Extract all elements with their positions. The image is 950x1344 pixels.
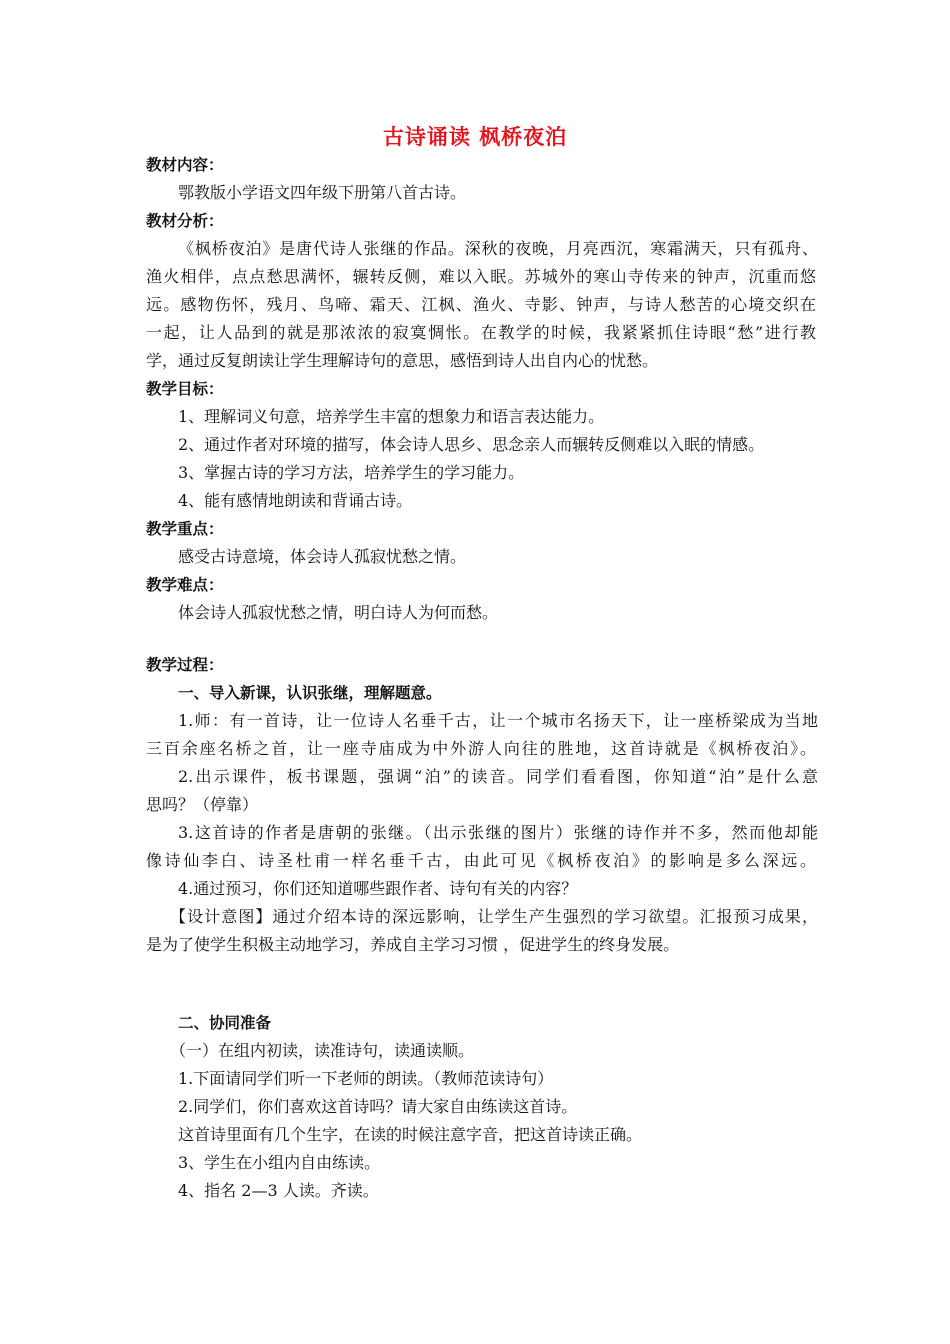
list-item: 1、理解词义句意，培养学生丰富的想象力和语言表达能力。 <box>178 407 605 426</box>
section-heading-goals: 教学目标： <box>146 380 224 398</box>
section-heading-process: 教学过程： <box>146 656 224 674</box>
paragraph-line: 1.师：有一首诗，让一位诗人名垂千古，让一个城市名扬天下，让一座桥梁成为当地 <box>178 711 818 730</box>
paragraph-line: 体会诗人孤寂忧愁之情，明白诗人为何而愁。 <box>178 603 499 622</box>
paragraph-line: 《枫桥夜泊》是唐代诗人张继的作品。深秋的夜晚，月亮西沉，寒霜满天，只有孤舟、 <box>178 239 818 258</box>
paragraph-line: （一）在组内初读，读准诗句，读通读顺。 <box>170 1041 475 1060</box>
section-heading-key-points: 教学重点： <box>146 520 224 538</box>
paragraph-line: 4、指名 2—3 人读。齐读。 <box>178 1181 379 1200</box>
paragraph-line: 1.下面请同学们听一下老师的朗读。（教师范读诗句） <box>178 1069 554 1088</box>
paragraph-line: 2.出示课件，板书课题，强调“泊”的读音。同学们看看图，你知道“泊”是什么意 <box>178 767 818 786</box>
paragraph-line: 4.通过预习，你们还知道哪些跟作者、诗句有关的内容？ <box>178 879 578 898</box>
paragraph-line: 3.这首诗的作者是唐朝的张继。（出示张继的图片）张继的诗作并不多，然而他却能 <box>178 823 818 842</box>
section-heading-difficulties: 教学难点： <box>146 576 224 594</box>
paragraph-line: 像诗仙李白、诗圣杜甫一样名垂千古，由此可见《枫桥夜泊》的影响是多么深远。 <box>146 851 816 870</box>
paragraph-line: 2.同学们，你们喜欢这首诗吗？请大家自由练读这首诗。 <box>178 1097 578 1116</box>
paragraph-line: 渔火相伴，点点愁思满怀，辗转反侧，难以入眠。苏城外的寒山寺传来的钟声，沉重而悠 <box>146 267 816 286</box>
paragraph-line: 一起，让人品到的就是那浓浓的寂寞惆怅。在教学的时候，我紧紧抓住诗眼“愁”进行教 <box>146 323 816 342</box>
paragraph-line: 3、学生在小组内自由练读。 <box>178 1153 381 1172</box>
paragraph-line: 学，通过反复朗读让学生理解诗句的意思，感悟到诗人出自内心的忧愁。 <box>146 351 659 370</box>
list-item: 2、通过作者对环境的描写，体会诗人思乡、思念亲人而辗转反侧难以入眠的情感。 <box>178 435 765 454</box>
document-title: 古诗诵读 枫桥夜泊 <box>382 125 568 149</box>
subsection-heading-prepare: 二、协同准备 <box>178 1014 272 1032</box>
paragraph-line: 思吗？（停靠） <box>146 795 259 814</box>
section-heading-materials: 教材内容： <box>146 156 224 174</box>
paragraph-line: 远。感物伤怀，残月、鸟啼、霜天、江枫、渔火、寺影、钟声，与诗人愁苦的心境交织在 <box>146 295 816 314</box>
design-intent-line: 【设计意图】通过介绍本诗的深远影响，让学生产生强烈的学习欲望。汇报预习成果， <box>170 907 818 926</box>
subsection-heading-intro: 一、导入新课，认识张继，理解题意。 <box>178 684 442 702</box>
list-item: 4、能有感情地朗读和背诵古诗。 <box>178 491 413 510</box>
paragraph-line: 鄂教版小学语文四年级下册第八首古诗。 <box>178 183 467 202</box>
paragraph-line: 三百余座名桥之首，让一座寺庙成为中外游人向往的胜地，这首诗就是《枫桥夜泊》。 <box>146 739 816 758</box>
paragraph-line: 这首诗里面有几个生字，在读的时候注意字音，把这首诗读正确。 <box>178 1125 643 1144</box>
list-item: 3、掌握古诗的学习方法，培养学生的学习能力。 <box>178 463 525 482</box>
section-heading-analysis: 教材分析： <box>146 212 224 230</box>
paragraph-line: 是为了使学生积极主动地学习，养成自主学习习惯 ，促进学生的终身发展。 <box>146 935 680 954</box>
paragraph-line: 感受古诗意境，体会诗人孤寂忧愁之情。 <box>178 547 467 566</box>
